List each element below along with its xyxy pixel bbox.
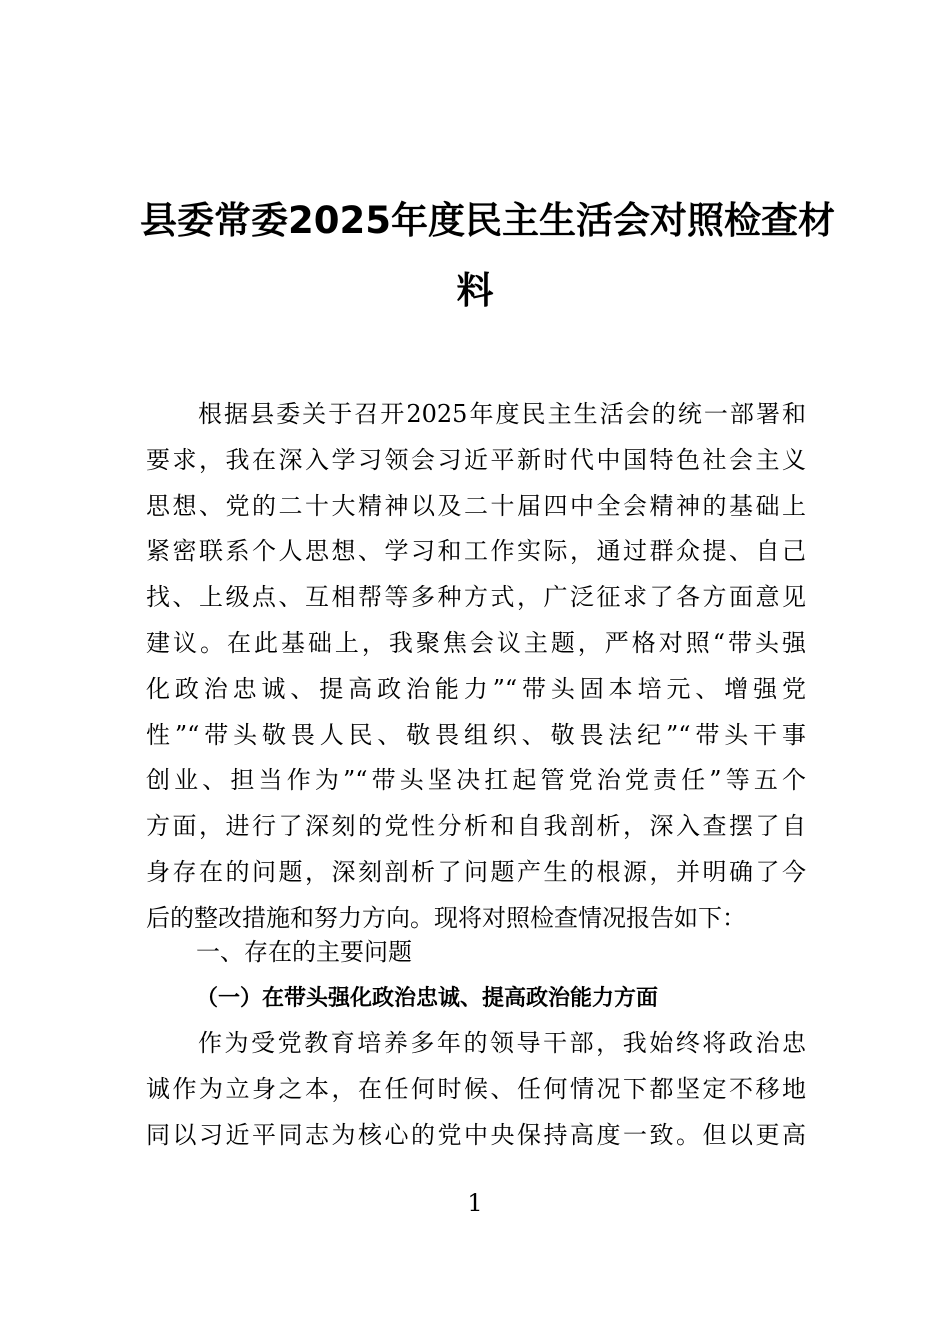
paragraph-line: 作为受党教育培养多年的领导干部，我始终将政治忠 [198, 1029, 806, 1057]
section-heading: 一、存在的主要问题 [196, 938, 412, 966]
paragraph-line: 诚作为立身之本，在任何时候、任何情况下都坚定不移地 [146, 1074, 806, 1103]
paragraph-line: 化政治忠诚、提高政治能力”“带头固本培元、增强党 [146, 674, 806, 703]
paragraph-line: 性”“带头敬畏人民、敬畏组织、敬畏法纪”“带头干事 [146, 720, 806, 749]
document-title-line-1: 县委常委2025年度民主生活会对照检查材 [140, 199, 835, 242]
section-paragraph [146, 1021, 806, 1158]
subsection-heading: （一）在带头强化政治忠诚、提高政治能力方面 [196, 985, 659, 1011]
document-title-line-2: 料 [456, 269, 494, 312]
paragraph-line: 同以习近平同志为核心的党中央保持高度一致。但以更高 [146, 1120, 806, 1149]
paragraph-line: 创业、担当作为”“带头坚决扛起管党治党责任”等五个 [146, 766, 806, 795]
page-number: 1 [467, 1189, 483, 1217]
paragraph-line: 思想、党的二十大精神以及二十届四中全会精神的基础上 [146, 491, 806, 520]
paragraph-line: 要求，我在深入学习领会习近平新时代中国特色社会主义 [146, 445, 806, 474]
paragraph-line: 紧密联系个人思想、学习和工作实际，通过群众提、自己 [146, 537, 806, 566]
paragraph-line: 根据县委关于召开2025年度民主生活会的统一部署和 [198, 400, 806, 428]
paragraph-line: 建议。在此基础上，我聚焦会议主题，严格对照“带头强 [146, 628, 806, 657]
paragraph-line: 方面，进行了深刻的党性分析和自我剖析，深入查摆了自 [146, 812, 806, 841]
paragraph-line: 后的整改措施和努力方向。现将对照检查情况报告如下： [146, 903, 746, 932]
intro-paragraph [146, 392, 806, 942]
paragraph-line: 身存在的问题，深刻剖析了问题产生的根源，并明确了今 [146, 857, 806, 886]
paragraph-line: 找、上级点、互相帮等多种方式，广泛征求了各方面意见 [146, 583, 806, 612]
